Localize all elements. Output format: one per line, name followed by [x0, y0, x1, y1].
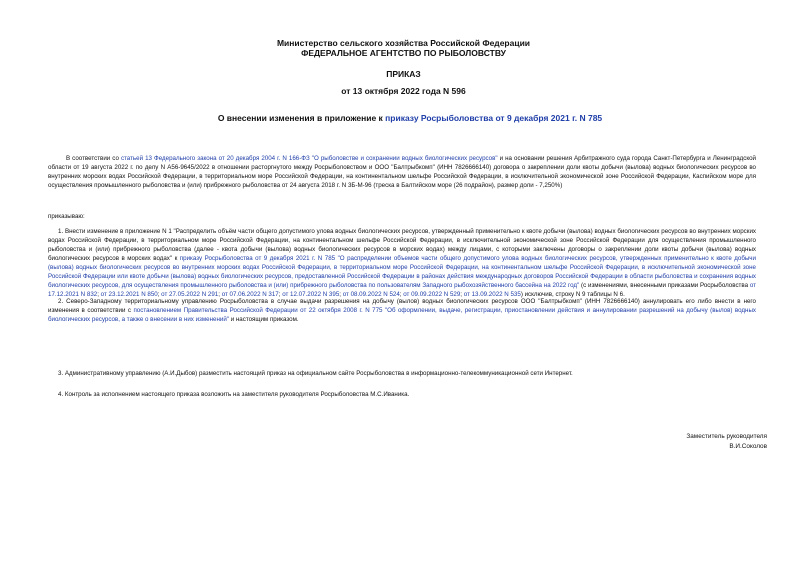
separator: ; — [97, 291, 101, 298]
separator: ; — [460, 291, 464, 298]
item-1-text-2: (с изменениями, внесенными приказами Росрыболовства — [579, 282, 750, 289]
amendment-link-850[interactable]: от 23.12.2021 N 850 — [100, 291, 158, 298]
preamble-text-1: В соответствии со — [66, 155, 121, 162]
signer-position: Заместитель руководителя — [686, 433, 767, 440]
item-1-paragraph — [48, 227, 756, 299]
item-2-text-1: 2. Северо-Западному территориальному управлению Росрыболовства в случае выдачи разрешения на добычу (вылов) водных биологических ресурсов ООО "Балтрыбкомп" (ИНН 7826666140) аннулировать его либо внести в него изменения в соответствии с — [48, 298, 756, 314]
document-type: ПРИКАЗ — [386, 69, 421, 79]
item-3-paragraph: 3. Административному управлению (А.И.Дыбов) разместить настоящий приказ на официальном сайте Росрыболовства в информационно-телекоммуникационной сети Интернет. — [58, 370, 573, 377]
preamble-paragraph — [48, 154, 756, 190]
agency-name: ФЕДЕРАЛЬНОЕ АГЕНТСТВО ПО РЫБОЛОВСТВУ — [301, 48, 506, 58]
document-date-number: от 13 октября 2022 года N 596 — [341, 86, 466, 96]
amendment-link-395[interactable]: от 12.07.2022 N 395 — [282, 291, 340, 298]
government-resolution-775-link[interactable]: постановлением Правительства Российской Федерации от 22 октября 2008 г. N 775 "Об оформлении, выдаче, регистрации, приостановлении действия и аннулировании разрешений на добычу (вылов) водных биологических ресурсов, а также о внесении в них изменений" — [48, 307, 756, 323]
signature-block — [567, 432, 767, 452]
title-link[interactable]: приказу Росрыболовства от 9 декабря 2021 г. N 785 — [385, 113, 603, 123]
separator: ; — [278, 291, 283, 298]
amendment-link-529[interactable]: от 09.09.2022 N 529 — [403, 291, 461, 298]
item-2-paragraph — [48, 297, 756, 324]
item-1-text-1: 1. Внести изменение в приложение N 1 "Распределить объём части общего допустимого улова водных биологических ресурсов, утвержденный применительно к квоте добычи (вылова) водных биологических ресурсов во внутренних морских водах Российской Федерации, в территориальном море Российской Федерации, на континентальном шельфе Российской Федерации, в исключительной экономической зоне Российской Федерации для осуществления промышленного рыболовства и (или) прибрежного рыболовства (далее - квота добычи (вылова) водных биологических ресурсов в морских водах) между лицами, с которыми заключены договоры о закреплении доли квоты добычи (вылова) водных биологических ресурсов в морских водах" к — [48, 228, 756, 262]
title-prefix: О внесении изменения в приложение к — [217, 113, 386, 123]
order-785-link[interactable]: приказу Росрыболовства от 9 декабря 2021 г. N 785 "О распределении объемов части общего допустимого улова водных биологических ресурсов, утвержденных применительно к квоте добычи (вылова) водных биологических ресурсов во внутренних морских водах Российской Федерации, в территориальном море Российской Федерации, на континентальном шельфе Российской Федерации, в исключительной экономической зоне Российской Федерации или квоте добычи (вылова) водных биологических ресурсов, предоставленной Российской Федерации в районах действия международных договоров Российской Федерации в области рыболовства и сохранения водных биологических ресурсов, для осуществления промышленного рыболовства и (или) прибрежного рыболовства по пользователям Западного рыбохозяйственного бассейна на 2022 год" — [48, 255, 756, 289]
separator: ; — [157, 291, 162, 298]
amendment-link-291[interactable]: от 27.05.2022 N 291 — [161, 291, 219, 298]
preamble-text-2: и на основании решения Арбитражного суда города Санкт-Петербурга и Ленинградской области от 19 августа 2022 г. по делу N А56-9645/2022 в отношении расторгнутого между Росрыболовством и ООО "Балтрыбкомп" (ИНН 7826666140) договора о закреплении доли квоты добычи (вылова) водных биологических ресурсов во внутренних морских водах Российской Федерации, в территориальном море Российской Федерации, на континентальном шельфе Российской Федерации, в исключительной экономической зоне Российской Федерации, Каспийском море для осуществления промышленного рыболовства и (или) прибрежного рыболовства от 24 августа 2018 г. N 3Б-М-96 (треска в Балтийском море (26 подрайон), размер доли - 7,250%) — [48, 155, 757, 189]
item-2-text-2: и настоящим приказом. — [228, 316, 299, 323]
federal-law-link[interactable]: статьей 13 Федерального закона от 20 декабря 2004 г. N 166-ФЗ "О рыболовстве и сохранении водных биологических ресурсов" — [120, 155, 498, 162]
amendment-link-524[interactable]: от 08.09.2022 N 524 — [342, 291, 400, 298]
separator: ; — [399, 291, 404, 298]
document-title — [60, 113, 760, 123]
orders-label: приказываю: — [48, 213, 85, 220]
item-1-text-3: ) исключив, строку N 9 таблицы N 6. — [520, 291, 625, 298]
amendment-link-832[interactable]: от 17.12.2021 N 832 — [48, 282, 756, 298]
item-4-paragraph: 4. Контроль за исполнением настоящего приказа возложить на заместителя руководителя Росрыболовства М.С.Иваника. — [58, 391, 410, 398]
ministry-name: Министерство сельского хозяйства Российской Федерации — [276, 38, 531, 48]
signer-name: В.И.Соколов — [729, 443, 767, 450]
amendment-link-535[interactable]: от 13.09.2022 N 535 — [463, 291, 521, 298]
separator: ; — [218, 291, 222, 298]
separator: ; — [339, 291, 343, 298]
amendment-link-317[interactable]: от 07.06.2022 N 317 — [221, 291, 279, 298]
